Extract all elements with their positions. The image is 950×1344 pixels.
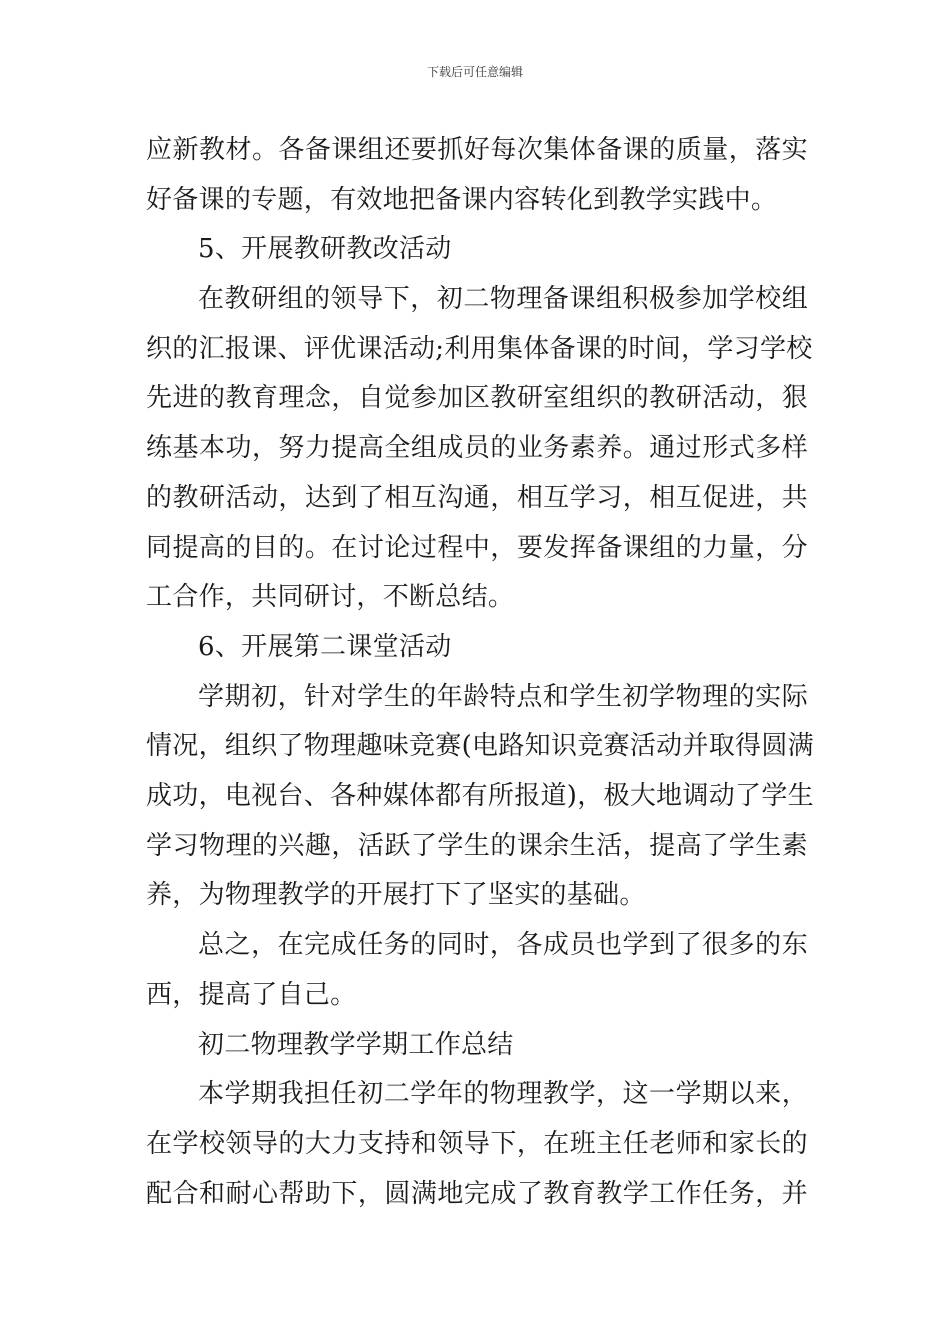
body-line: 好备课的专题，有效地把备课内容转化到教学实践中。 [146, 185, 778, 215]
body-line: 先进的教育理念，自觉参加区教研室组织的教研活动，狠 [146, 383, 808, 413]
body-line: 情况，组织了物理趣味竞赛(电路知识竞赛活动并取得圆满 [146, 731, 814, 761]
body-line: 学期初，针对学生的年龄特点和学生初学物理的实际 [198, 682, 808, 712]
body-line: 学习物理的兴趣，活跃了学生的课余生活，提高了学生素 [146, 831, 808, 861]
body-line: 总之，在完成任务的同时，各成员也学到了很多的东 [198, 930, 808, 960]
section-heading: 5、开展教研教改活动 [198, 234, 452, 264]
body-line: 同提高的目的。在讨论过程中，要发挥备课组的力量，分 [146, 533, 808, 563]
body-line: 本学期我担任初二学年的物理教学，这一学期以来， [198, 1079, 808, 1109]
page-header: 下载后可任意编辑 [426, 65, 523, 79]
section-heading: 6、开展第二课堂活动 [198, 632, 452, 662]
body-line: 配合和耐心帮助下，圆满地完成了教育教学工作任务，并 [146, 1179, 808, 1209]
body-line: 养，为物理教学的开展打下了坚实的基础。 [146, 880, 646, 910]
body-line: 工合作，共同研讨，不断总结。 [146, 582, 515, 612]
body-line: 的教研活动，达到了相互沟通，相互学习，相互促进，共 [146, 483, 808, 513]
body-line: 应新教材。各备课组还要抓好每次集体备课的质量，落实 [146, 135, 808, 165]
body-line: 在教研组的领导下，初二物理备课组积极参加学校组 [198, 284, 808, 314]
body-line: 练基本功，努力提高全组成员的业务素养。通过形式多样 [146, 433, 808, 463]
article-title: 初二物理教学学期工作总结 [198, 1030, 514, 1060]
body-line: 织的汇报课、评优课活动;利用集体备课的时间，学习学校 [146, 334, 813, 364]
body-line: 在学校领导的大力支持和领导下，在班主任老师和家长的 [146, 1129, 808, 1159]
body-line: 成功，电视台、各种媒体都有所报道)，极大地调动了学生 [146, 781, 814, 811]
body-line: 西，提高了自己。 [146, 980, 357, 1010]
